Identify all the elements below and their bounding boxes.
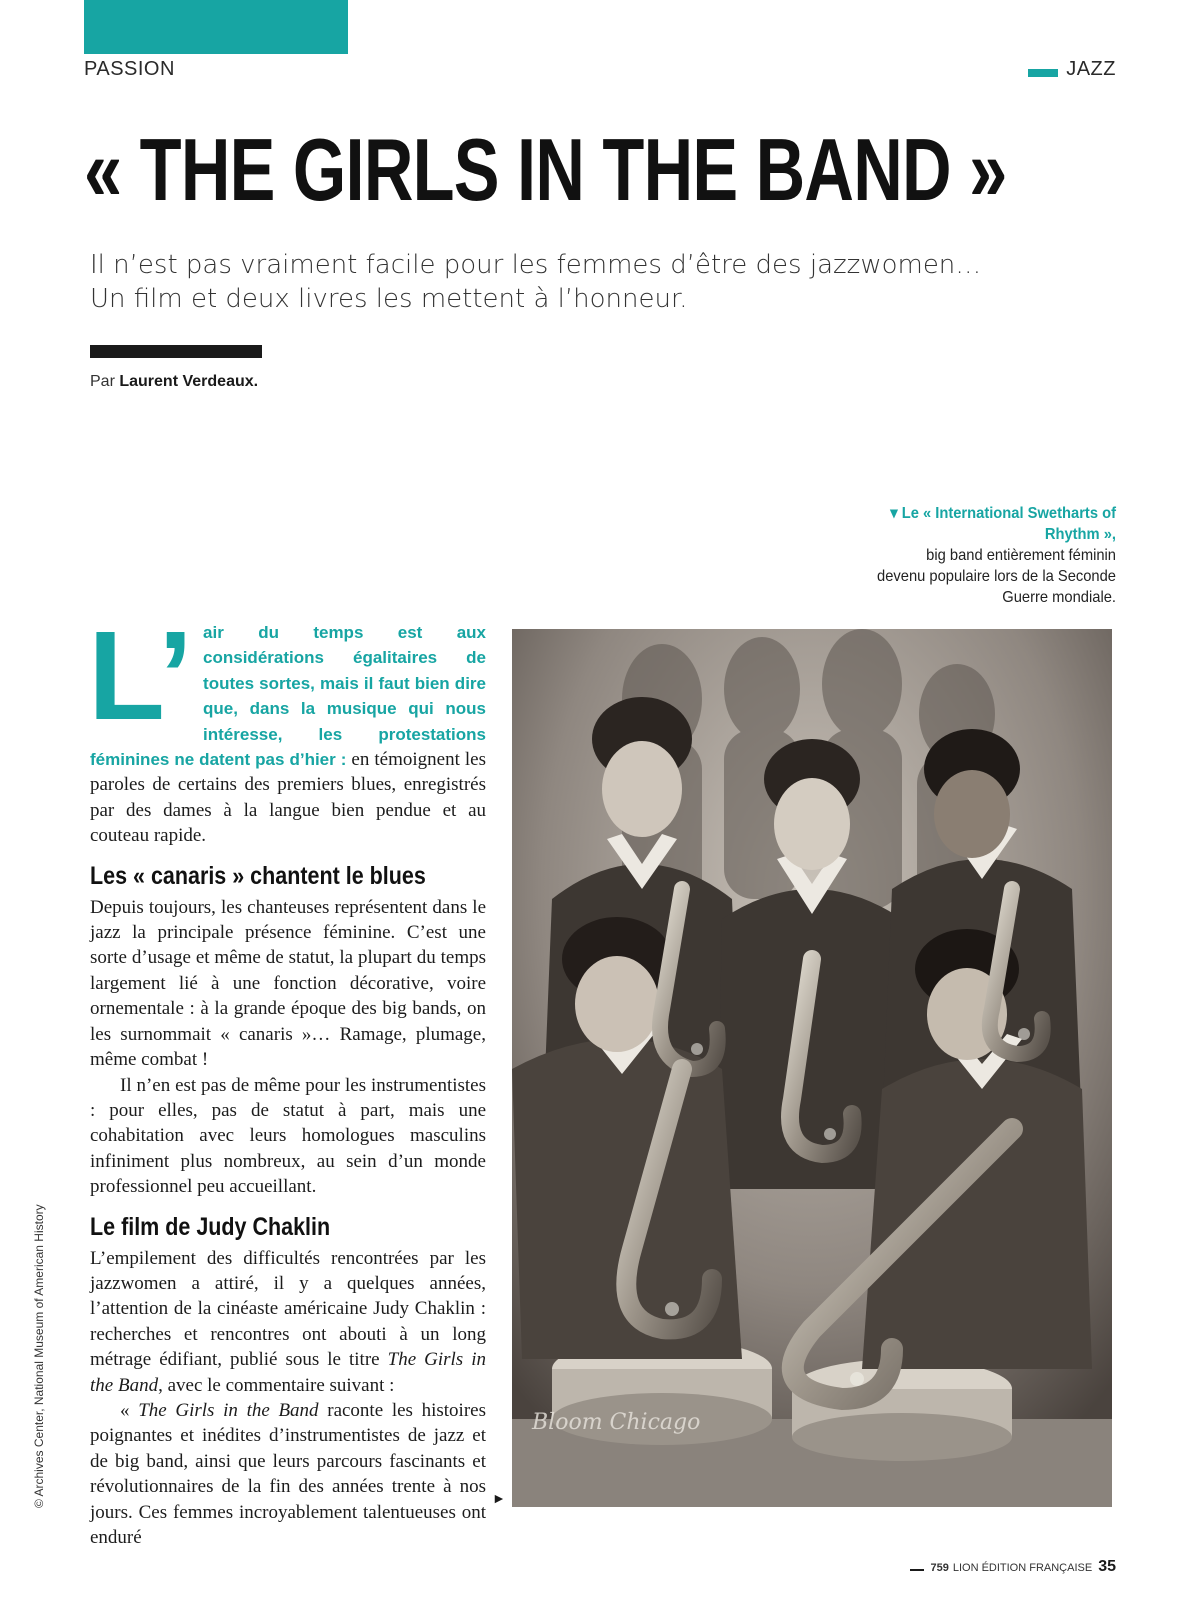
band-photo xyxy=(512,629,1112,1507)
caption-marker: ▾ xyxy=(890,505,898,522)
byline-author: Laurent Verdeaux. xyxy=(119,373,259,390)
paragraph-3-film-title: The Girls in the Band xyxy=(90,1349,486,1396)
continue-arrow-icon: ► xyxy=(492,1490,506,1506)
paragraph-4-film-title: The Girls in the Band xyxy=(138,1399,319,1421)
title-rule xyxy=(90,345,262,358)
subhead-canaris: Les « canaris » chantent le blues xyxy=(90,861,426,890)
rubric-label: PASSION xyxy=(84,58,175,80)
article-body xyxy=(88,605,486,1550)
issue-number: 759 xyxy=(930,1562,949,1574)
drop-cap: L’ xyxy=(88,605,194,746)
paragraph-3 xyxy=(90,1246,486,1398)
paragraph-4-a: « xyxy=(120,1399,139,1421)
article-title: « THE GIRLS IN THE BAND » xyxy=(84,120,1007,219)
paragraph-3-a: L’empilement des difficultés rencontrées par les jazzwomen a attiré, il y a quelques années, l’attention de la cinéaste américaine Judy Chaklin : recherches et rencontres ont abouti à un long métrage édifiant, publié sous le titre xyxy=(90,1247,486,1371)
section-text: JAZZ xyxy=(1066,58,1116,80)
magazine-name: LION ÉDITION FRANÇAISE xyxy=(952,1562,1093,1574)
intro-highlight: air du temps est aux considérations égalitaires de toutes sortes, mais il faut bien dire que, dans la musique qui nous intéresse, les protestations féminines ne datent pas d’hier : xyxy=(90,623,486,770)
article-lede xyxy=(90,248,990,316)
photo-caption xyxy=(877,503,1116,608)
paragraph-4-b: raconte les histoires poignantes et inédites d’instrumentistes de jazz et de big band, ainsi que leurs parcours fascinants et révolutionnaires de la fin des années trente à nos jours. Ces femmes incroyablement talentueuses ont enduré xyxy=(90,1399,486,1548)
paragraph-2: Il n’en est pas de même pour les instrumentistes : pour elles, pas de statut à part, mais une cohabitation avec leurs homologues masculins infiniment plus nombreux, au sein d’un monde professionnel peu accueillant. xyxy=(90,1074,486,1198)
band-photo-illustration xyxy=(512,629,1112,1507)
byline-prefix: Par xyxy=(90,373,115,390)
paragraph-1: Depuis toujours, les chanteuses représentent dans le jazz la principale présence féminine. C’est une sorte d’usage et même de statut, la plupart du temps largement lié à une fonction décorative, voire ornementale : à la grande époque des big bands, on les surnommait « canaris »… Ramage, plumage, même combat ! xyxy=(90,896,486,1071)
caption-text: big band entièrement féminin devenu populaire lors de la Seconde Guerre mondiale. xyxy=(877,547,1116,606)
intro-rest: en témoignent les paroles de certains des premiers blues, enregistrés par des dames à la langue bien pendue et au couteau rapide. xyxy=(90,749,486,847)
section-label xyxy=(1028,58,1116,81)
lede-line-2: Un film et deux livres les mettent à l’honneur. xyxy=(90,284,688,314)
page-number: 35 xyxy=(1098,1558,1116,1575)
subhead-film: Le film de Judy Chaklin xyxy=(90,1212,331,1241)
caption-highlight: Le « International Swetharts of Rhythm », xyxy=(901,505,1116,543)
byline xyxy=(90,373,258,391)
lede-line-1: Il n’est pas vraiment facile pour les femmes d’être des jazzwomen… xyxy=(90,250,982,280)
page-footer xyxy=(910,1558,1116,1576)
paragraph-3-b: , avec le commentaire suivant : xyxy=(158,1374,395,1396)
photo-credit: © Archives Center, National Museum of American History xyxy=(32,1204,46,1508)
paragraph-4 xyxy=(90,1398,486,1550)
footer-dash xyxy=(910,1569,924,1571)
top-accent-bar xyxy=(84,0,348,54)
section-dash xyxy=(1028,69,1058,77)
photo-signature: Bloom Chicago xyxy=(532,1410,701,1435)
